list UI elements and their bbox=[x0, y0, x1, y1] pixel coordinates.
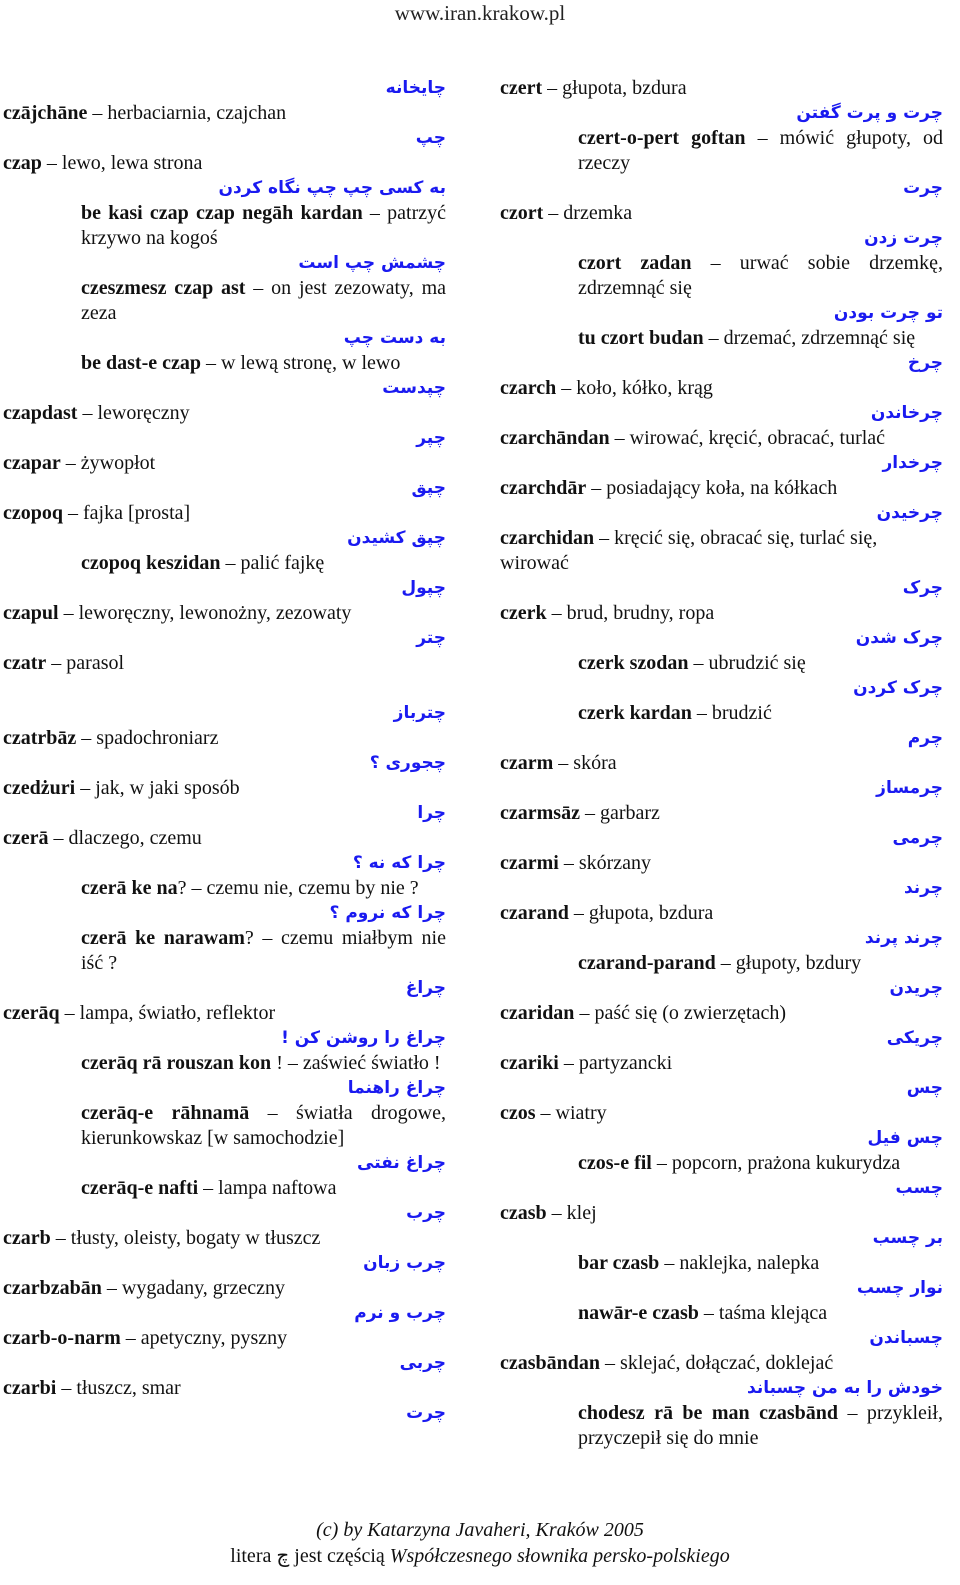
entry-definition: – tłusty, oleisty, bogaty w tłuszcz bbox=[50, 1227, 321, 1249]
entry-definition: – żywopłot bbox=[60, 452, 156, 474]
entry-term: czarchāndan bbox=[500, 427, 610, 449]
persian-headword: چراغ نفتی bbox=[357, 1153, 446, 1173]
entry-definition: – drzemka bbox=[543, 202, 633, 224]
dictionary-entry bbox=[500, 851, 943, 876]
dictionary-entry bbox=[3, 1226, 446, 1251]
footer-mid: jest częścią bbox=[289, 1545, 390, 1567]
dictionary-entry bbox=[500, 1201, 943, 1226]
persian-headword: چرمساز bbox=[876, 778, 943, 798]
entry-term: czerā ke narawam bbox=[81, 927, 245, 949]
persian-headword: چراغ راهنما bbox=[347, 1078, 446, 1098]
entry-definition: – wirować, kręcić, obracać, turlać bbox=[609, 427, 886, 449]
footer-source-line bbox=[0, 1543, 960, 1569]
persian-headword: چریکی bbox=[886, 1028, 943, 1048]
phrase-entry bbox=[500, 251, 943, 301]
entry-term: czos-e fil bbox=[578, 1152, 652, 1174]
entry-definition: – urwać sobie drzemkę, zdrzemnąć się bbox=[578, 252, 943, 299]
entry-definition: – głupota, bzdura bbox=[568, 902, 714, 924]
persian-headword: چپول bbox=[401, 578, 446, 598]
dictionary-entry bbox=[500, 801, 943, 826]
dictionary-entry bbox=[3, 451, 446, 476]
entry-definition: – skórzany bbox=[558, 852, 652, 874]
entry-term: bar czasb bbox=[578, 1252, 660, 1274]
persian-headword: به دست چپ bbox=[343, 328, 446, 348]
entry-definition: – tłuszcz, smar bbox=[56, 1377, 181, 1399]
entry-term: czasb bbox=[500, 1202, 547, 1224]
entry-term: czerk kardan bbox=[578, 702, 692, 724]
dictionary-entry bbox=[3, 726, 446, 751]
dictionary-entry bbox=[3, 101, 446, 126]
persian-headword: چپق bbox=[411, 478, 446, 498]
entry-term: czert bbox=[500, 77, 543, 99]
persian-headword: چشمش چپ است bbox=[298, 253, 446, 273]
persian-headword: چپر bbox=[416, 428, 446, 448]
entry-term: czeszmesz czap ast bbox=[81, 277, 246, 299]
entry-term: czarmsāz bbox=[500, 802, 580, 824]
entry-term: czariki bbox=[500, 1052, 559, 1074]
entry-definition: – głupoty, bzdury bbox=[715, 952, 862, 974]
entry-term: czasbāndan bbox=[500, 1352, 601, 1374]
persian-headword: بر چسب bbox=[872, 1228, 943, 1248]
entry-term: czerāq rā rouszan kon bbox=[81, 1052, 272, 1074]
entry-term: be dast-e czap bbox=[81, 352, 201, 374]
persian-headword: به کسی چپ چپ نگاه کردن bbox=[218, 178, 446, 198]
persian-headword: چرت bbox=[903, 178, 943, 198]
dictionary-entry bbox=[3, 826, 446, 851]
entry-definition: – sklejać, dołączać, doklejać bbox=[600, 1352, 834, 1374]
page-footer bbox=[0, 1518, 960, 1569]
phrase-entry bbox=[500, 701, 943, 726]
entry-definition: – ubrudzić się bbox=[688, 652, 806, 674]
phrase-entry bbox=[500, 126, 943, 176]
dictionary-entry bbox=[500, 1001, 943, 1026]
entry-term: czarbzabān bbox=[3, 1277, 102, 1299]
entry-definition: – taśma klejąca bbox=[698, 1302, 828, 1324]
footer-prefix: litera bbox=[230, 1545, 277, 1567]
entry-definition: – głupota, bzdura bbox=[542, 77, 687, 99]
dictionary-entry bbox=[3, 1276, 446, 1301]
persian-headword: چرخیدن bbox=[876, 503, 943, 523]
entry-term: czapar bbox=[3, 452, 61, 474]
entry-definition: – jak, w jaki sposób bbox=[75, 777, 240, 799]
entry-term: czerā ke na bbox=[81, 877, 178, 899]
entry-term: tu czort budan bbox=[578, 327, 704, 349]
phrase-entry bbox=[3, 276, 446, 326]
phrase-entry bbox=[500, 1251, 943, 1276]
dictionary-entry bbox=[3, 1326, 446, 1351]
entry-definition: ! – zaświeć światło ! bbox=[271, 1052, 441, 1074]
left-column bbox=[3, 76, 446, 1426]
persian-headword: چسباندن bbox=[869, 1328, 943, 1348]
entry-definition: – apetyczny, pyszny bbox=[120, 1327, 288, 1349]
entry-term: czerk bbox=[500, 602, 547, 624]
entry-definition: – popcorn, prażona kukurydza bbox=[651, 1152, 901, 1174]
entry-term: czapul bbox=[3, 602, 59, 624]
entry-term: czedżuri bbox=[3, 777, 76, 799]
entry-term: czatr bbox=[3, 652, 47, 674]
entry-term: czap bbox=[3, 152, 42, 174]
entry-definition: – leworęczny bbox=[77, 402, 190, 424]
dictionary-entry bbox=[500, 601, 943, 626]
phrase-entry bbox=[500, 1401, 943, 1451]
dictionary-entry bbox=[500, 526, 943, 576]
entry-definition: – drzemać, zdrzemnąć się bbox=[703, 327, 916, 349]
persian-headword: چراغ bbox=[405, 978, 446, 998]
entry-definition: – światła drogowe, kierunkowskaz [w samochodzie] bbox=[81, 1102, 446, 1149]
dictionary-entry bbox=[3, 776, 446, 801]
entry-definition: – wiatry bbox=[535, 1102, 607, 1124]
persian-headword: چرخدار bbox=[882, 453, 943, 473]
entry-term: czert-o-pert goftan bbox=[578, 127, 746, 149]
footer-dictionary-title: Współczesnego słownika persko-polskiego bbox=[389, 1545, 730, 1567]
footer-letter: چ bbox=[276, 1543, 290, 1567]
entry-term: czerā bbox=[3, 827, 49, 849]
phrase-entry bbox=[3, 551, 446, 576]
persian-headword: چسب bbox=[895, 1178, 943, 1198]
dictionary-entry bbox=[3, 401, 446, 426]
persian-headword: نوار چسب bbox=[856, 1278, 943, 1298]
persian-headword: چایخانه bbox=[385, 78, 446, 98]
dictionary-entry bbox=[500, 1051, 943, 1076]
entry-term: czarchidan bbox=[500, 527, 595, 549]
entry-term: czopoq keszidan bbox=[81, 552, 221, 574]
entry-definition: – patrzyć krzywo na kogoś bbox=[81, 202, 446, 249]
persian-headword: چرند پرند bbox=[864, 928, 943, 948]
entry-definition: – parasol bbox=[46, 652, 125, 674]
phrase-entry bbox=[3, 1176, 446, 1201]
entry-term: czaridan bbox=[500, 1002, 575, 1024]
entry-definition: – kręcić się, obracać się, turlać się, wirować bbox=[500, 527, 878, 574]
persian-headword: چرند bbox=[903, 878, 943, 898]
persian-headword: چپق کشیدن bbox=[347, 528, 446, 548]
phrase-entry bbox=[3, 201, 446, 251]
entry-term: czort zadan bbox=[578, 252, 692, 274]
phrase-entry bbox=[3, 351, 446, 376]
persian-headword: چرب زبان bbox=[363, 1253, 446, 1273]
entry-term: czapdast bbox=[3, 402, 78, 424]
persian-headword: چرب bbox=[406, 1203, 446, 1223]
phrase-entry bbox=[3, 1051, 446, 1076]
entry-definition: – garbarz bbox=[579, 802, 660, 824]
right-column bbox=[500, 76, 943, 1451]
entry-term: czort bbox=[500, 202, 544, 224]
entry-term: czos bbox=[500, 1102, 536, 1124]
entry-definition: – wygadany, grzeczny bbox=[101, 1277, 285, 1299]
entry-definition: – lampa, światło, reflektor bbox=[59, 1002, 276, 1024]
persian-headword: چریدن bbox=[889, 978, 943, 998]
persian-headword: چترباز bbox=[393, 703, 446, 723]
entry-definition: – herbaciarnia, czajchan bbox=[87, 102, 287, 124]
phrase-entry bbox=[3, 1101, 446, 1151]
persian-headword: چرک کردن bbox=[853, 678, 943, 698]
persian-headword: چرا که نه ؟ bbox=[352, 853, 446, 873]
entry-term: czarand-parand bbox=[578, 952, 716, 974]
entry-term: be kasi czap czap negāh kardan bbox=[81, 202, 363, 224]
entry-term: czatrbāz bbox=[3, 727, 77, 749]
entry-term: czerk szodan bbox=[578, 652, 689, 674]
dictionary-entry bbox=[3, 1001, 446, 1026]
entry-term: czerāq-e nafti bbox=[81, 1177, 199, 1199]
entry-definition: – klej bbox=[546, 1202, 597, 1224]
entry-definition: – koło, kółko, krąg bbox=[556, 377, 713, 399]
entry-term: czerāq-e rāhnamā bbox=[81, 1102, 250, 1124]
phrase-entry bbox=[500, 951, 943, 976]
persian-headword: چرمی bbox=[892, 828, 943, 848]
entry-term: chodesz rā be man czasbānd bbox=[578, 1402, 839, 1424]
dictionary-entry bbox=[500, 426, 943, 451]
dictionary-entry bbox=[500, 1101, 943, 1126]
dictionary-entry bbox=[500, 901, 943, 926]
dictionary-entry bbox=[500, 1351, 943, 1376]
persian-headword: چرا bbox=[417, 803, 446, 823]
entry-definition: – naklejka, nalepka bbox=[659, 1252, 820, 1274]
entry-definition: – on jest zezowaty, ma zeza bbox=[81, 277, 447, 324]
persian-headword: چس bbox=[906, 1078, 943, 1098]
entry-definition: – przykleił, przyczepił się do mnie bbox=[578, 1402, 943, 1449]
dictionary-entry bbox=[3, 651, 446, 676]
dictionary-entry bbox=[3, 1376, 446, 1401]
persian-headword: چپ bbox=[415, 128, 446, 148]
phrase-entry bbox=[500, 326, 943, 351]
dictionary-entry bbox=[3, 501, 446, 526]
dictionary-entry bbox=[3, 601, 446, 626]
persian-headword: چرخاندن bbox=[870, 403, 943, 423]
entry-definition: – brudzić bbox=[691, 702, 772, 724]
persian-headword: چپدست bbox=[382, 378, 446, 398]
persian-headword: خودش را به من چسباند bbox=[747, 1378, 943, 1398]
entry-term: czarb-o-narm bbox=[3, 1327, 121, 1349]
persian-headword: چتر bbox=[416, 628, 446, 648]
persian-headword: چرم bbox=[907, 728, 943, 748]
entry-definition: – leworęczny, lewonożny, zezowaty bbox=[58, 602, 352, 624]
entry-term: czarmi bbox=[500, 852, 559, 874]
persian-headword: چرت bbox=[406, 1403, 446, 1423]
persian-headword: تو چرت بودن bbox=[833, 303, 943, 323]
persian-headword: چراغ را روشن کن ! bbox=[281, 1028, 446, 1048]
page-header-url: www.iran.krakow.pl bbox=[394, 1, 566, 25]
entry-definition: – palić fajkę bbox=[220, 552, 325, 574]
persian-headword: چجوری ؟ bbox=[369, 753, 446, 773]
entry-term: czarm bbox=[500, 752, 554, 774]
entry-term: czarand bbox=[500, 902, 569, 924]
entry-term: czarbi bbox=[3, 1377, 57, 1399]
entry-definition: – posiadający koła, na kółkach bbox=[586, 477, 838, 499]
spacer bbox=[3, 676, 446, 701]
dictionary-entry bbox=[500, 76, 943, 101]
entry-term: nawār-e czasb bbox=[578, 1302, 699, 1324]
phrase-entry bbox=[3, 926, 446, 976]
persian-headword: چس فیل bbox=[867, 1128, 943, 1148]
dictionary-entry bbox=[500, 376, 943, 401]
persian-headword: چرک شدن bbox=[855, 628, 943, 648]
phrase-entry bbox=[3, 876, 446, 901]
entry-definition: – mówić głupoty, od rzeczy bbox=[578, 127, 944, 174]
entry-definition: – lampa naftowa bbox=[198, 1177, 337, 1199]
entry-definition: – w lewą stronę, w lewo bbox=[200, 352, 401, 374]
persian-headword: چرخ bbox=[907, 353, 943, 373]
persian-headword: چرک bbox=[902, 578, 943, 598]
entry-term: czarch bbox=[500, 377, 557, 399]
entry-definition: – skóra bbox=[553, 752, 617, 774]
dictionary-entry bbox=[500, 751, 943, 776]
entry-term: czerāq bbox=[3, 1002, 60, 1024]
entry-definition: – brud, brudny, ropa bbox=[546, 602, 715, 624]
entry-definition: – fajka [prosta] bbox=[63, 502, 191, 524]
entry-term: czarb bbox=[3, 1227, 51, 1249]
entry-definition: – lewo, lewa strona bbox=[41, 152, 203, 174]
entry-definition: – dlaczego, czemu bbox=[48, 827, 202, 849]
entry-definition: – partyzancki bbox=[558, 1052, 673, 1074]
persian-headword: چرب و نرم bbox=[354, 1303, 446, 1323]
entry-term: czājchāne bbox=[3, 102, 88, 124]
persian-headword: چربی bbox=[399, 1353, 446, 1373]
dictionary-entry bbox=[500, 201, 943, 226]
phrase-entry bbox=[500, 1151, 943, 1176]
persian-headword: چرت و پرت گفتن bbox=[796, 103, 943, 123]
dictionary-entry bbox=[500, 476, 943, 501]
entry-definition: ? – czemu miałbym nie iść ? bbox=[81, 927, 446, 974]
persian-headword: چرا که نروم ؟ bbox=[329, 903, 446, 923]
phrase-entry bbox=[500, 651, 943, 676]
footer-copyright: (c) by Katarzyna Javaheri, Kraków 2005 bbox=[316, 1519, 644, 1541]
dictionary-entry bbox=[3, 151, 446, 176]
persian-headword: چرت زدن bbox=[864, 228, 943, 248]
entry-term: czarchdār bbox=[500, 477, 587, 499]
phrase-entry bbox=[500, 1301, 943, 1326]
entry-definition: ? – czemu nie, czemu by nie ? bbox=[177, 877, 419, 899]
entry-definition: – paść się (o zwierzętach) bbox=[574, 1002, 786, 1024]
entry-definition: – spadochroniarz bbox=[76, 727, 219, 749]
entry-term: czopoq bbox=[3, 502, 63, 524]
